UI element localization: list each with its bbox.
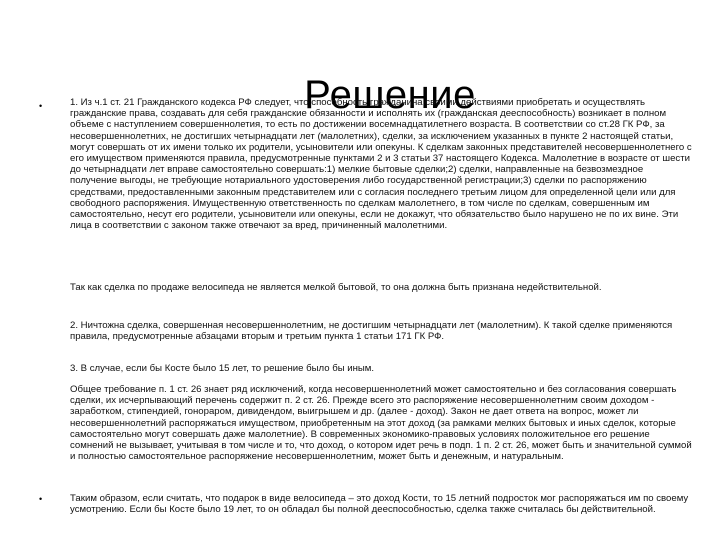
paragraph-void-transaction: 2. Ничтожна сделка, совершенная несовершеннолетним, не достигшим четырнадцати лет (малолетним). К такой сделке применяются правила, предусмотренные абзацами вторым и третьим пункта 1 статьи 171 ГК РФ. [70,320,673,343]
paragraph-age-15: 3. В случае, если бы Косте было 15 лет, то решение было бы иным. [70,363,375,374]
paragraph-bicycle-sale: Так как сделка по продаже велосипеда не является мелкой бытовой, то она должна быть признана недействительной. [70,282,602,293]
bullet-marker-2: • [39,494,43,504]
paragraph-legal-capacity: 1. Из ч.1 ст. 21 Гражданского кодекса РФ следует, что способность гражданина своими действиями приобретать и осуществлять гражданские права, создавать для себя гражданские обязанности и исполнять их (гражданская дееспособность) возникает в полном объеме с наступлением совершеннолетия, то есть по достижении восемнадцатилетнего возраста. В соответствии со ст.28 ГК РФ, за несовершеннолетних, не достигших четырнадцати лет (малолетних), сделки, за исключением указанных в пункте 2 настоящей статьи, могут совершать от их имени только их родители, усыновители или опекуны. К сделкам законных представителей несовершеннолетнего с его имуществом применяются правила, предусмотренные пунктами 2 и 3 статьи 37 настоящего Кодекса. Малолетние в возрасте от шести до четырнадцати лет вправе самостоятельно совершать:1) мелкие бытовые сделки;2) сделки, направленные на безвозмездное получение выгоды, не требующие нотариального удостоверения либо государственной регистрации;3) сделки по распоряжению средствами, предоставленными законным представителем или с согласия последнего третьим лицом для определенной цели или для свободного распоряжения. Имущественную ответственность по сделкам малолетнего, в том числе по сделкам, совершенным им самостоятельно, несут его родители, усыновители или опекуны, если не докажут, что обязательство было нарушено не по их вине. Эти лица в соответствии с законом также отвечают за вред, причиненный малолетними. [70,97,692,232]
slide-title: Решение [304,72,476,117]
bullet-marker-1: • [39,101,43,111]
paragraph-general-requirement: Общее требование п. 1 ст. 26 знает ряд исключений, когда несовершеннолетний может самостоятельно и без согласования совершать сделки, их исчерпывающий перечень содержит п. 2 ст. 26. Прежде всего это распоряжение несовершеннолетним своим доходом - заработком, стипендией, гонораром, дивидендом, выигрышем и др. (далее - доход). Закон не дает ответа на вопрос, может ли несовершеннолетний распоряжаться имуществом, приобретенным на этот доход (за рамками мелких бытовых и иных сделок, которые самостоятельно могут совершать даже малолетние). В современных экономико-правовых условиях положительное его решение сомнений не вызывает, учитывая в том числе и то, что доход, о котором идет речь в подп. 1 п. 2 ст. 26, может быть и значительной суммой и полностью самостоятельное распоряжение несовершеннолетним, может быть и денежным, и натуральным. [70,384,692,463]
paragraph-conclusion: Таким образом, если считать, что подарок в виде велосипеда – это доход Кости, то 15 летний подросток мог распоряжаться им по своему усмотрению. Если бы Косте было 19 лет, то он обладал бы полной дееспособностью, сделка также считалась бы действительной. [70,493,689,516]
